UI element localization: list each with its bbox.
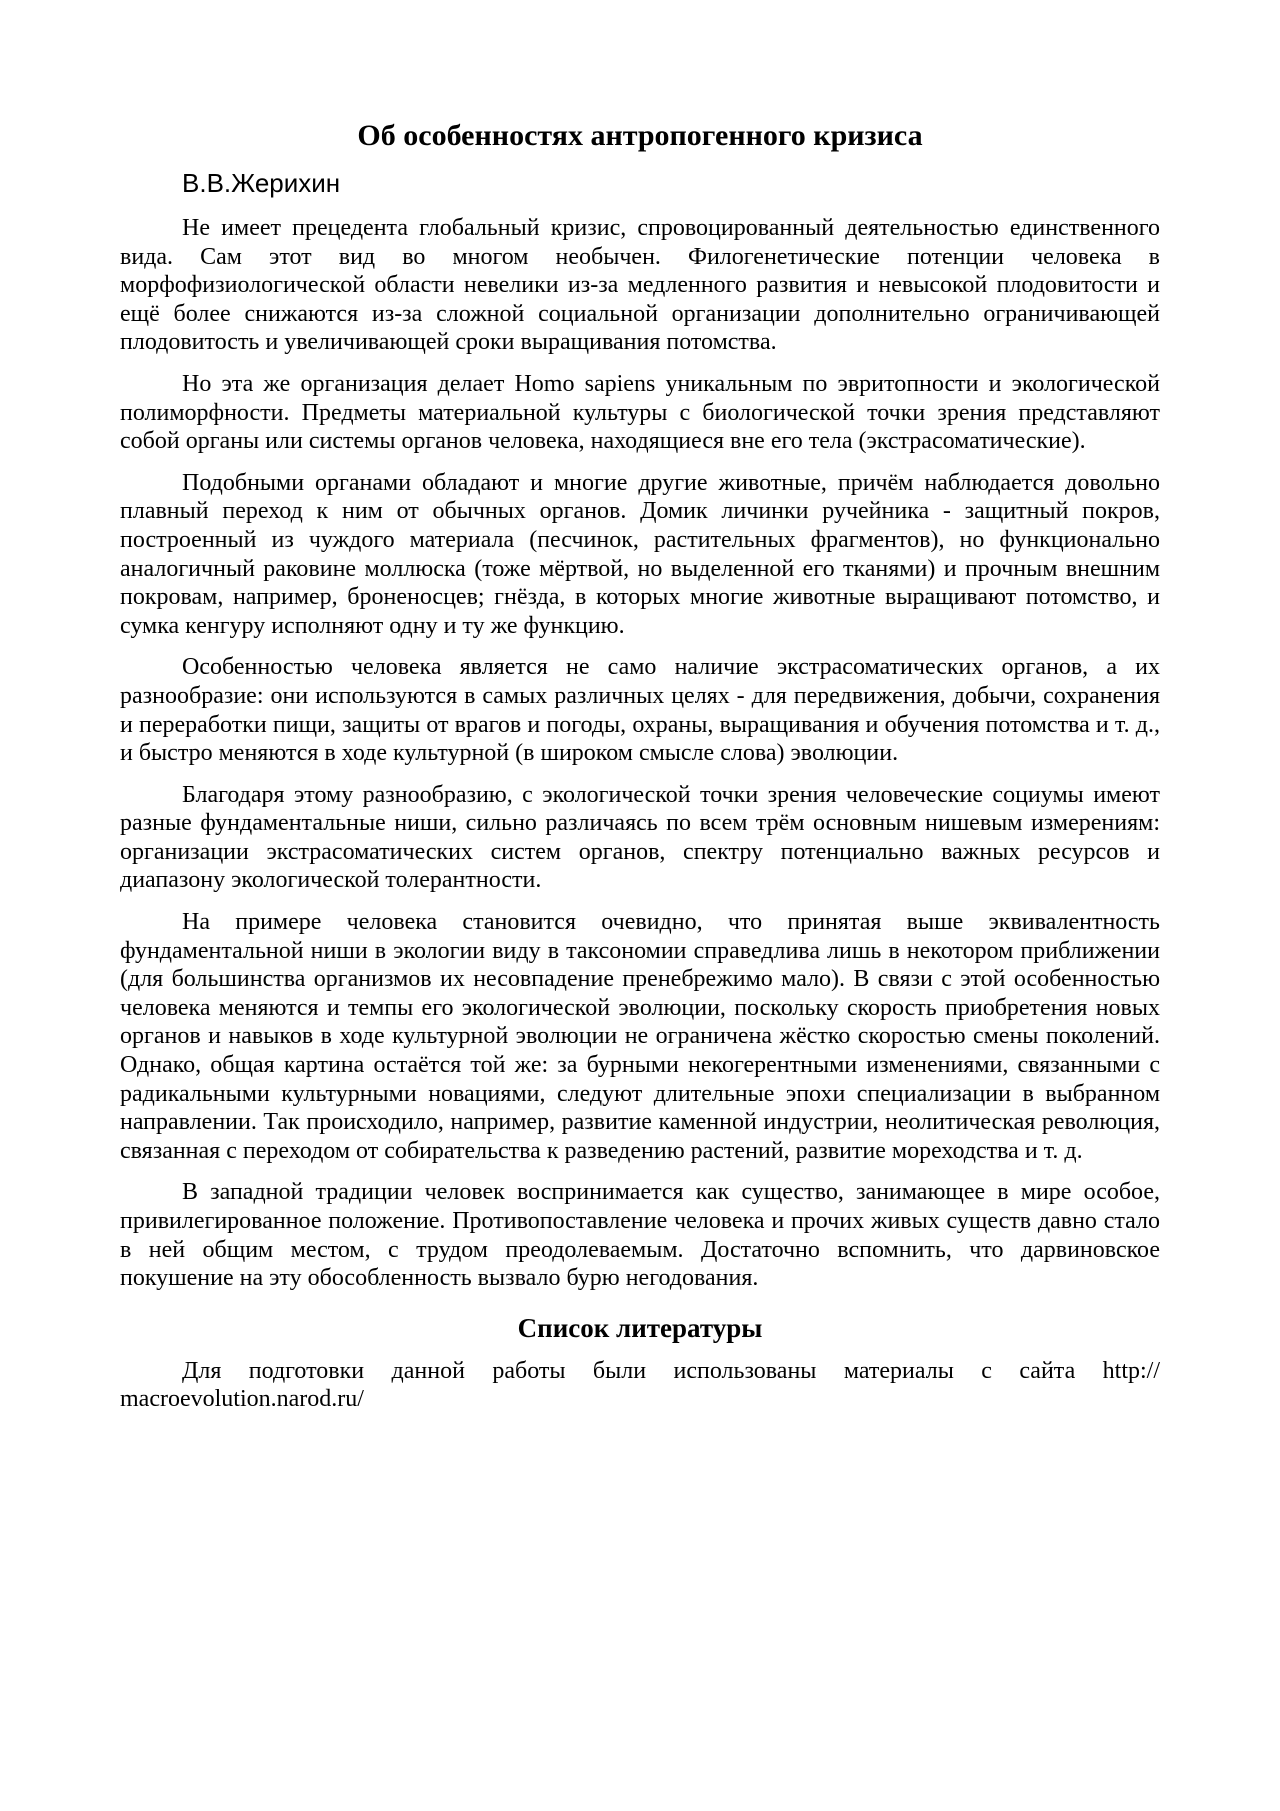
references-text: Для подготовки данной работы были использованы материалы с сайта http:// macroevolution.narod.ru/ xyxy=(120,1357,1160,1413)
paragraph: Подобными органами обладают и многие другие животные, причём наблюдается довольно плавный переход к ним от обычных органов. Домик личинки ручейника - защитный покров, построенный из чуждого материала (песчинок, растительных фрагментов), но функционально аналогичный раковине моллюска (тоже мёртвой, но выделенной его тканями) и прочным внешним покровам, например, броненосцев; гнёзда, в которых многие животные выращивают потомство, и сумка кенгуру исполняют одну и ту же функцию. xyxy=(120,469,1160,639)
document-title: Об особенностях антропогенного кризиса xyxy=(357,119,923,152)
paragraph: Не имеет прецедента глобальный кризис, спровоцированный деятельностью единственного вида. Сам этот вид во многом необычен. Филогенетические потенции человека в морфофизиологической области невелики из-за медленного развития и невысокой плодовитости и ещё более снижаются из-за сложной социальной организации дополнительно ограничивающей плодовитость и увеличивающей сроки выращивания потомства. xyxy=(120,215,1160,356)
paragraph: Но эта же организация делает Homo sapiens уникальным по эвритопности и экологической полиморфности. Предметы материальной культуры с биологической точки зрения представляют собой органы или системы органов человека, находящиеся вне его тела (экстрасоматические). xyxy=(120,370,1160,455)
paragraph: Особенностью человека является не само наличие экстрасоматических органов, а их разнообразие: они используются в самых различных целях - для передвижения, добычи, сохранения и переработки пищи, защиты от врагов и погоды, охраны, выращивания и обучения потомства и т. д., и быстро меняются в ходе культурной (в широком смысле слова) эволюции. xyxy=(120,654,1160,767)
document-author: В.В.Жерихин xyxy=(182,168,341,198)
references-heading: Список литературы xyxy=(517,1312,763,1343)
paragraph: В западной традиции человек воспринимается как существо, занимающее в мире особое, привилегированное положение. Противопоставление человека и прочих живых существ давно стало в ней общим местом, с трудом преодолеваемым. Достаточно вспомнить, что дарвиновское покушение на эту обособленность вызвало бурю негодования. xyxy=(120,1179,1160,1292)
document-body xyxy=(120,118,1160,1427)
paragraph: На примере человека становится очевидно, что принятая выше эквивалентность фундаментальной ниши в экологии виду в таксономии справедлива лишь в некотором приближении (для большинства организмов их несовпадение пренебрежимо мало). В связи с этой особенностью человека меняются и темпы его экологической эволюции, поскольку скорость приобретения новых органов и навыков в ходе культурной эволюции не ограничена жёстко скоростью смены поколений. Однако, общая картина остаётся той же: за бурными некогерентными изменениями, связанными с радикальными культурными новациями, следуют длительные эпохи специализации в выбранном направлении. Так происходило, например, развитие каменной индустрии, неолитическая революция, связанная с переходом от собирательства к разведению растений, развитие мореходства и т. д. xyxy=(120,909,1160,1164)
paragraph: Благодаря этому разнообразию, с экологической точки зрения человеческие социумы имеют разные фундаментальные ниши, сильно различаясь по всем трём основным нишевым измерениям: организации экстрасоматических систем органов, спектру потенциально важных ресурсов и диапазону экологической толерантности. xyxy=(120,781,1160,894)
